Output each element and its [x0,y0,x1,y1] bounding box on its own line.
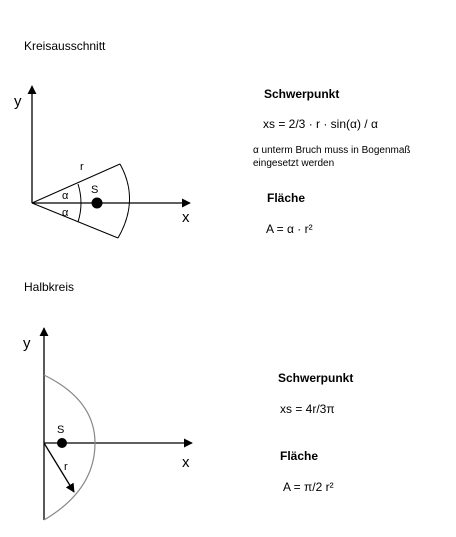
sector-y-label: y [14,93,22,110]
halfcircle-arc [44,375,95,520]
halfcircle-s-label: S [57,424,65,436]
sector-schwerpunkt-formula: xs = 2/3 · r · sin(α) / α [263,117,378,131]
halfcircle-schwerpunkt-heading: Schwerpunkt [278,371,354,385]
sector-x-label: x [182,209,190,226]
halfcircle-centroid-dot [57,438,67,448]
sector-diagram [14,86,190,238]
halfcircle-y-label: y [23,335,31,352]
sector-lower-radius [32,203,118,238]
halfcircle-x-label: x [182,454,190,471]
sector-outer-arc [118,164,130,238]
sector-r-label: r [80,161,84,173]
sector-flaeche-formula: A = α · r² [266,222,313,236]
sector-centroid-dot [92,198,103,209]
halfcircle-radius-arrow [44,443,74,492]
sector-title: Kreisausschnitt [24,39,106,53]
halfcircle-schwerpunkt-formula: xs = 4r/3π [280,402,335,416]
halfcircle-title: Halbkreis [24,280,75,294]
sector-alpha-upper-label: α [62,190,69,202]
halfcircle-flaeche-heading: Fläche [280,449,319,463]
sector-upper-radius [32,164,120,203]
sector-s-label: S [91,184,99,196]
sector-alpha-lower-label: α [62,207,69,219]
sector-flaeche-heading: Fläche [267,191,306,205]
halfcircle-diagram [23,328,192,520]
sector-radian-note: α unterm Bruch muss in Bogenmaß eingesetzt werden [253,145,411,169]
halfcircle-flaeche-formula: A = π/2 r² [283,480,334,494]
halfcircle-r-label: r [64,461,68,473]
sector-schwerpunkt-heading: Schwerpunkt [264,87,340,101]
